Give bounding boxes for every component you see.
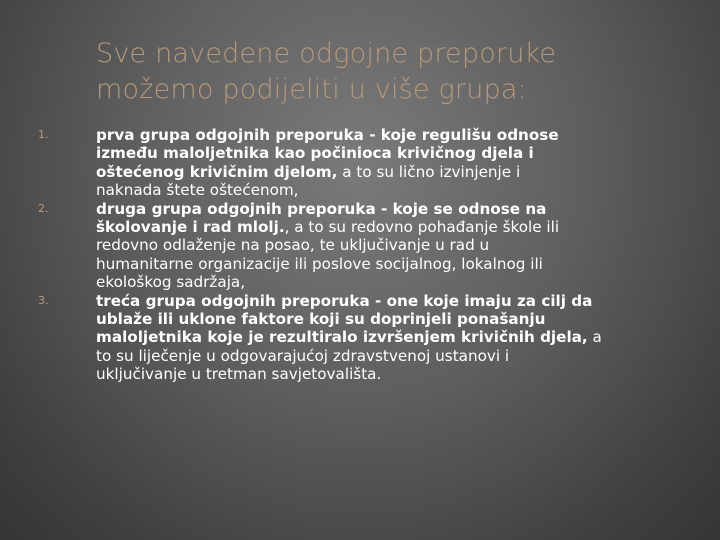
bold-text: treća grupa odgojnih preporuka - one koje imaju za cilj da <box>96 291 593 310</box>
bold-text: između maloljetnika kao počinioca krivičnog djela i <box>96 144 534 163</box>
text-line <box>96 218 720 236</box>
text-line <box>96 200 720 218</box>
bold-text: druga grupa odgojnih preporuka - koje se odnose na <box>96 199 547 218</box>
text-line <box>96 126 720 144</box>
plain-text: redovno odlaženje na posao, te uključivanje u rad u <box>96 236 490 255</box>
list-number: 1. <box>38 128 49 141</box>
text-line <box>96 347 720 365</box>
bold-text: prva grupa odgojnih preporuka - koje regulišu odnose <box>96 126 559 144</box>
slide-title <box>96 36 656 108</box>
list-item <box>0 292 720 384</box>
plain-text: naknada štete oštećenom, <box>96 181 299 200</box>
title-line-1: Sve navedene odgojne preporuke <box>96 38 557 69</box>
list-item-text <box>96 292 720 384</box>
recommendation-list <box>0 126 720 384</box>
text-line <box>96 292 720 310</box>
plain-text: a <box>587 328 602 347</box>
text-line <box>96 163 720 181</box>
list-item-text <box>96 200 720 292</box>
list-number: 2. <box>38 201 49 215</box>
text-line <box>96 365 720 383</box>
bold-text: školovanje i rad mlolj. <box>96 218 285 237</box>
text-line <box>96 310 720 328</box>
bold-text: oštećenog krivičnim djelom, <box>96 162 338 181</box>
text-line <box>96 328 720 346</box>
text-line <box>96 236 720 254</box>
list-item-text <box>96 126 720 200</box>
title-line-2: možemo podijeliti u više grupa: <box>96 74 527 105</box>
text-line <box>96 144 720 162</box>
list-item <box>0 126 720 200</box>
plain-text: humanitarne organizacije ili poslove socijalnog, lokalnog ili <box>96 254 543 273</box>
plain-text: ekološkog sadržaja, <box>96 273 246 292</box>
plain-text: , a to su redovno pohađanje škole ili <box>284 218 560 237</box>
list-item <box>0 200 720 292</box>
plain-text: a to su lično izvinjenje i <box>337 162 521 181</box>
text-line <box>96 181 720 199</box>
text-line <box>96 255 720 273</box>
list-number: 3. <box>38 293 49 307</box>
plain-text: uključivanje u tretman savjetovališta. <box>96 365 382 384</box>
plain-text: to su liječenje u odgovarajućoj zdravstvenoj ustanovi i <box>96 346 510 365</box>
bold-text: maloljetnika koje je rezultiralo izvršenjem krivičnih djela, <box>96 328 588 347</box>
text-line <box>96 273 720 291</box>
bold-text: ublaže ili uklone faktore koji su doprinjeli ponašanju <box>96 310 546 329</box>
